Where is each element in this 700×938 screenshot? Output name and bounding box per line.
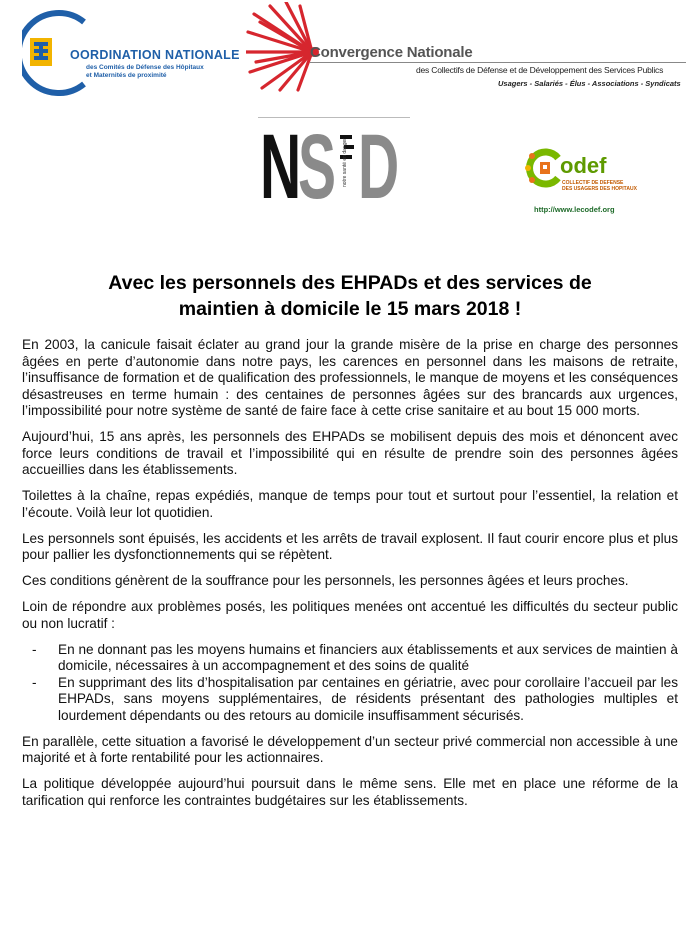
paragraph-souffrance: Ces conditions génèrent de la souffrance pour les personnels, les personnes âgées et leurs proches. xyxy=(22,573,629,588)
paragraph-aujourdhui: Aujourd’hui, 15 ans après, les personnels des EHPADs se mobilisent depuis des mois et dénoncent avec force leurs conditions de travail et l’impossibilité qui en résulte de prendre soin des personnes âgées accueillies dans les établissements. xyxy=(22,429,678,477)
codef-subtitle: COLLECTIF DE DEFENSE DES USAGERS DES HOPITAUX xyxy=(562,180,637,192)
bullet-list xyxy=(22,642,678,725)
nsed-vertical-text: notre santé en danger xyxy=(342,138,348,187)
paragraph-toilettes: Toilettes à la chaîne, repas expédiés, manque de temps pour tout et surtout pour l’essentiel, la relation et l’écoute. Voilà leur lot quotidien. xyxy=(22,488,678,520)
convergence-nationale-logo xyxy=(240,0,690,100)
paragraph-parallele: En parallèle, cette situation a favorisé le développement d’un secteur privé commercial non accessible à une majorité et à forte rentabilité pour les actionnaires. xyxy=(22,733,678,765)
nsed-letter-s: S xyxy=(298,116,337,218)
bullet-dash: - xyxy=(32,674,37,690)
nsed-letter-d: D xyxy=(358,116,400,218)
nsed-logo xyxy=(258,117,410,227)
codef-word: odef xyxy=(560,153,607,178)
coordination-nationale-logo xyxy=(22,8,240,96)
convergence-title: Convergence Nationale xyxy=(310,44,473,61)
list-item: - En ne donnant pas les moyens humains et financiers aux établissements et aux services de maintien à domicile, nécessaires à un accompagnement et des soins de qualité xyxy=(32,641,678,673)
paragraph-tarification: La politique développée aujourd’hui poursuit dans le même sens. Elle met en place une réforme de la tarification qui renforce les contraintes budgétaires sur les établissements. xyxy=(22,776,678,808)
bullet-dash: - xyxy=(32,641,37,657)
document-body xyxy=(22,337,678,819)
title-line-2: maintien à domicile le 15 mars 2018 ! xyxy=(178,298,522,320)
convergence-divider xyxy=(310,62,686,63)
coordination-subtitle: des Comités de Défense des Hôpitaux et Maternités de proximité xyxy=(86,64,204,79)
title-line-1: Avec les personnels des EHPADs et des services de xyxy=(108,272,592,294)
nsed-letter-n: N xyxy=(260,116,302,218)
paragraph-canicule: En 2003, la canicule faisait éclater au grand jour la grande misère de la prise en charge des personnes âgées en perte d’autonomie dans notre pays, les carences en personnel dans les maisons de retraite, l’insuffisance de formation et de qualification des professionnels, le manque de moyens et les conséquences désastreuses en terme humain : des centaines de personnes âgées sur des brancards aux urgences, l’impossibilité pour notre système de santé de faire face à cette crise sanitaire et au bout 15 000 morts. xyxy=(22,337,678,418)
coordination-title: OORDINATION NATIONALE xyxy=(70,48,240,62)
codef-logo xyxy=(522,146,637,226)
paragraph-epuises: Les personnels sont épuisés, les accidents et les arrêts de travail explosent. Il faut courir encore plus et plus pour pallier les dysfonctionnements qui se répètent. xyxy=(22,530,678,562)
list-item: - En supprimant des lits d’hospitalisation par centaines en gériatrie, avec pour corollaire l’accueil par les EHPADs, sans moyens supplémentaires, de résidents présentant des pathologies multiples et lourdement dépendants ou des retours au domicile insuffisamment sécurisés. xyxy=(32,674,678,723)
paragraph-politiques: Loin de répondre aux problèmes posés, les politiques menées ont accentué les difficultés du secteur public ou non lucratif : xyxy=(22,599,678,631)
convergence-tagline: Usagers - Salariés - Élus - Associations - Syndicats xyxy=(498,79,681,88)
convergence-subtitle: des Collectifs de Défense et de Développement des Services Publics xyxy=(416,65,664,75)
codef-url-link[interactable]: http://www.lecodef.org xyxy=(534,205,615,214)
codef-ring-icon xyxy=(524,148,564,188)
document-title xyxy=(30,270,670,322)
